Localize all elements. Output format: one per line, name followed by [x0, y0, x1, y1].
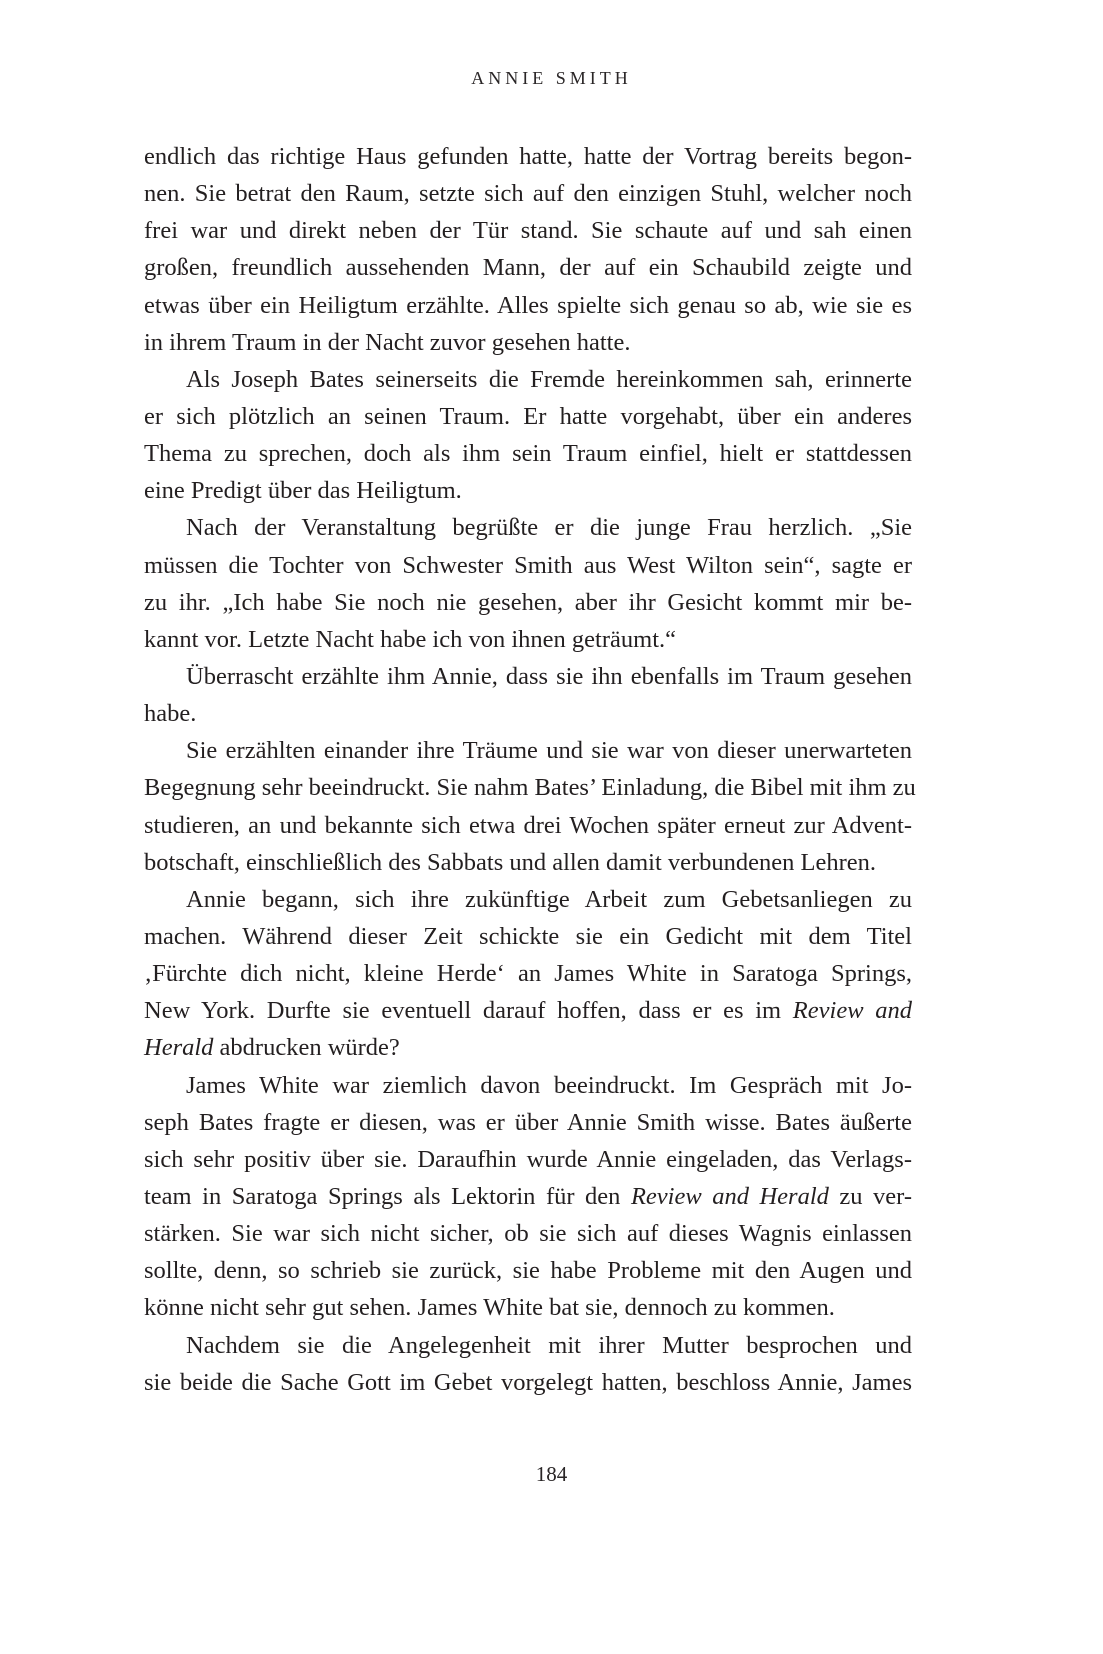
- running-head: ANNIE SMITH: [471, 68, 632, 88]
- text-line: team in Saratoga Springs als Lektorin für den Review and Herald zu ver-: [144, 1182, 912, 1210]
- text-line: Begegnung sehr beeindruckt. Sie nahm Bates’ Einladung, die Bibel mit ihm zu: [144, 774, 916, 802]
- text-line: habe.: [144, 700, 197, 728]
- text-line: Thema zu sprechen, doch als ihm sein Traum einfiel, hielt er stattdessen: [144, 440, 912, 468]
- text-line: sollte, denn, so schrieb sie zurück, sie habe Probleme mit den Augen und: [144, 1257, 912, 1285]
- text-line: Nachdem sie die Angelegenheit mit ihrer Mutter besprochen und: [186, 1331, 912, 1359]
- text-line: New York. Durfte sie eventuell darauf hoffen, dass er es im Review and: [144, 997, 912, 1025]
- italic-title: Review and: [792, 997, 912, 1025]
- text-line: kannt vor. Letzte Nacht habe ich von ihnen geträumt.“: [144, 625, 677, 653]
- text-line: Überrascht erzählte ihm Annie, dass sie ihn ebenfalls im Traum gesehen: [186, 662, 912, 690]
- body-text: [144, 138, 916, 1401]
- text-line: zu ihr. „Ich habe Sie noch nie gesehen, aber ihr Gesicht kommt mir be-: [144, 588, 912, 616]
- text-line: müssen die Tochter von Schwester Smith aus West Wilton sein“, sagte er: [144, 551, 912, 579]
- text-line: James White war ziemlich davon beeindruckt. Im Gespräch mit Jo-: [186, 1071, 912, 1099]
- text-line: etwas über ein Heiligtum erzählte. Alles spielte sich genau so ab, wie sie es: [144, 291, 912, 319]
- text-line: stärken. Sie war sich nicht sicher, ob sie sich auf dieses Wagnis einlassen: [144, 1220, 912, 1248]
- text-line: ‚Fürchte dich nicht, kleine Herde‘ an James White in Saratoga Springs,: [144, 960, 912, 988]
- text-line: endlich das richtige Haus gefunden hatte, hatte der Vortrag bereits begon-: [144, 143, 912, 170]
- text-line: könne nicht sehr gut sehen. James White bat sie, dennoch zu kommen.: [144, 1294, 835, 1322]
- text-line: Herald abdrucken würde?: [144, 1034, 400, 1062]
- text-line: Annie begann, sich ihre zukünftige Arbeit zum Gebetsanliegen zu: [186, 885, 912, 913]
- text-line: in ihrem Traum in der Nacht zuvor gesehen hatte.: [144, 328, 631, 356]
- text-line: er sich plötzlich an seinen Traum. Er hatte vorgehabt, über ein anderes: [144, 402, 912, 430]
- text-line: botschaft, einschließlich des Sabbats und allen damit verbundenen Lehren.: [144, 848, 877, 876]
- text-line: nen. Sie betrat den Raum, setzte sich auf den einzigen Stuhl, welcher noch: [144, 180, 912, 208]
- text-line: machen. Während dieser Zeit schickte sie ein Gedicht mit dem Titel: [144, 922, 912, 950]
- text-line: studieren, an und bekannte sich etwa drei Wochen später erneut zur Advent-: [144, 811, 912, 839]
- text-line: Sie erzählten einander ihre Träume und sie war von dieser unerwarteten: [186, 737, 912, 765]
- page-number: 184: [535, 1462, 568, 1486]
- text-line: seph Bates fragte er diesen, was er über Annie Smith wisse. Bates äußerte: [144, 1108, 912, 1136]
- text-line: sich sehr positiv über sie. Daraufhin wurde Annie eingeladen, das Verlags-: [144, 1145, 912, 1173]
- italic-title: Review and Herald: [630, 1182, 829, 1210]
- text-line: Als Joseph Bates seinerseits die Fremde hereinkommen sah, erinnerte: [186, 365, 912, 393]
- italic-title: Herald: [144, 1034, 214, 1062]
- text-line: eine Predigt über das Heiligtum.: [144, 477, 462, 505]
- text-line: frei war und direkt neben der Tür stand. Sie schaute auf und sah einen: [144, 217, 912, 245]
- text-line: sie beide die Sache Gott im Gebet vorgelegt hatten, beschloss Annie, James: [144, 1368, 912, 1396]
- text-line: großen, freundlich aussehenden Mann, der auf ein Schaubild zeigte und: [144, 254, 912, 282]
- text-line: Nach der Veranstaltung begrüßte er die junge Frau herzlich. „Sie: [186, 514, 912, 542]
